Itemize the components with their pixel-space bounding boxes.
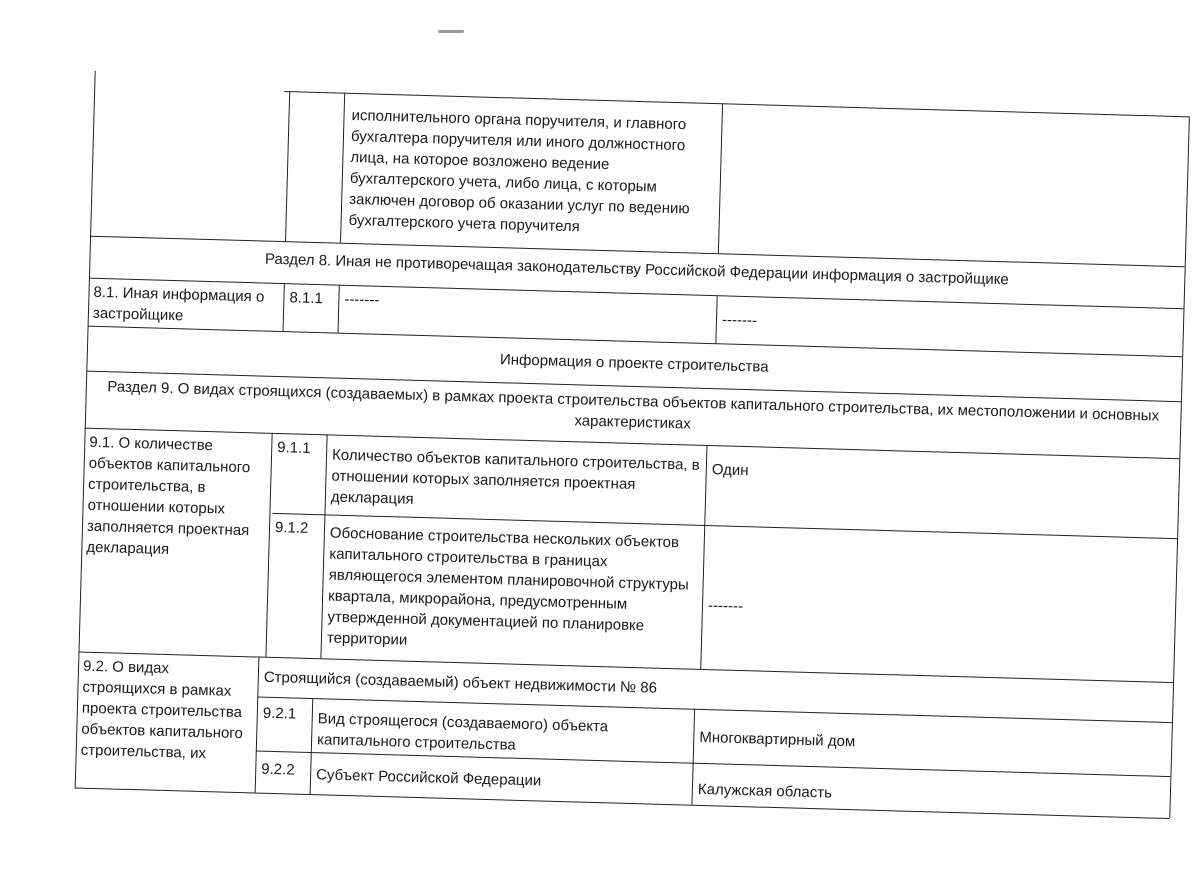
rule [285,91,290,241]
rule [75,787,1170,819]
row-9-2-1-desc: Вид строящегося (создаваемого) объекта капитального строительства [316,710,609,754]
row-8-1-value: ------- [721,311,758,330]
group-9-1-label: 9.1. О количестве объектов капитального строительства, в отношении которых заполняется проектная декларация [86,433,251,559]
rule [718,103,723,253]
row-9-2-1-value: Многоквартирный дом [699,728,856,751]
row-8-1-desc: ------- [344,290,380,309]
rule [310,698,314,794]
project-info-title: Информация о проекте строительства [499,351,769,376]
object-header: Строящийся (создаваемый) объект недвижимости № 86 [263,668,658,697]
row-9-1-1-code: 9.1.1 [277,439,311,457]
section-8-title: Раздел 8. Иная не противоречащая законодательству Российской Федерации информация о застройщике [264,250,1010,289]
section-9-title: Раздел 9. О видах строящихся (создаваемых) в рамках проекта строительства объектов капитального строительства, их местоположении и основных характеристиках [107,378,1160,433]
row-8-1-label: 8.1. Иная информация о застройщике [92,283,265,325]
rule [255,657,260,793]
row-9-2-2-desc: Субъект Российской Федерации [315,766,542,790]
row-9-1-2-value: ------- [707,597,744,616]
row-9-1-2-code: 9.1.2 [274,518,309,537]
row-9-1-1-value: Один [711,461,749,480]
rule [340,93,345,243]
row-9-2-1-code: 9.2.1 [262,704,297,723]
row-9-2-2-code: 9.2.2 [261,760,295,779]
rule [715,295,717,343]
rule [1169,116,1190,818]
row-9-1-2-desc: Обоснование строительства нескольких объектов капитального строительства в границах являющегося элементом планировочной структуры квартала, микрорайона, предусмотренным утвержденной документацией по планировке территории [326,524,690,649]
rule [338,285,340,333]
group-9-2-label: 9.2. О видах строящихся в рамках проекта строительства объектов капитального строительства, их [80,657,244,763]
row-8-1-code: 8.1.1 [289,289,324,308]
row-9-1-1-desc: Количество объектов капитального строительства, в отношении которых заполняется проектная декларация [330,446,700,508]
top-fragment-text: исполнительного органа поручителя, и главного бухгалтера поручителя или иного должностного лица, на которое возложено ведение бухгалтерского учета, либо лица, с которым заключен договор об оказании услуг по ведению бухгалтерского учета поручителя [348,106,690,236]
rule [691,709,695,805]
rule [283,283,285,331]
row-9-2-2-value: Калужская область [697,780,833,802]
